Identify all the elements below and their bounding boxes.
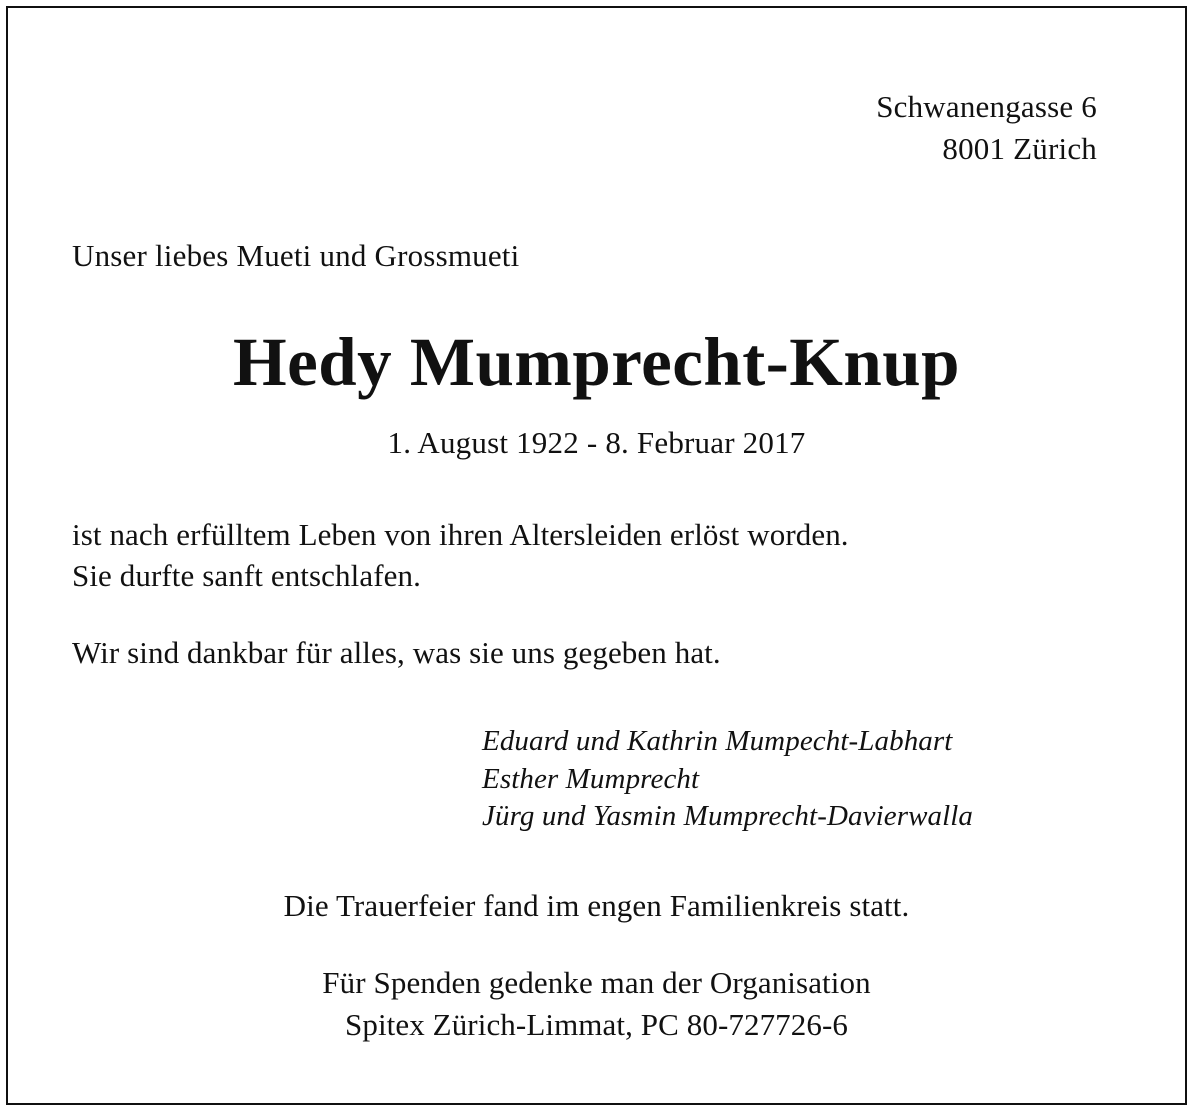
intro-text: Unser liebes Mueti und Grossmueti [72,238,520,273]
body-paragraph-1 [72,515,849,597]
donations-line-1: Für Spenden gedenke man der Organisation [322,965,871,1000]
address-block [876,86,1097,170]
notice-border [6,6,1187,1105]
body-paragraph-2: Wir sind dankbar für alles, was sie uns gegeben hat. [72,635,721,670]
address-street: Schwanengasse 6 [876,89,1097,124]
notice-content [8,8,1185,1103]
donations-line-2: Spitex Zürich-Limmat, PC 80-727726-6 [345,1006,848,1042]
donations-note [8,962,1185,1046]
survivors-list [482,723,973,836]
body-paragraph-1-line-2: Sie durfte sanft entschlafen. [72,557,421,593]
survivor-line: Eduard und Kathrin Mumpecht-Labhart [482,725,953,757]
body-paragraph-1-line-1: ist nach erfülltem Leben von ihren Altersleiden erlöst worden. [72,517,849,552]
survivor-line: Jürg und Yasmin Mumprecht-Davierwalla [482,800,974,833]
ceremony-note: Die Trauerfeier fand im engen Familienkreis statt. [283,888,910,923]
deceased-name: Hedy Mumprecht-Knup [232,324,961,400]
survivor-line: Esther Mumprecht [482,762,700,795]
life-dates: 1. August 1922 - 8. Februar 2017 [387,425,806,460]
address-city: 8001 Zürich [942,130,1097,166]
